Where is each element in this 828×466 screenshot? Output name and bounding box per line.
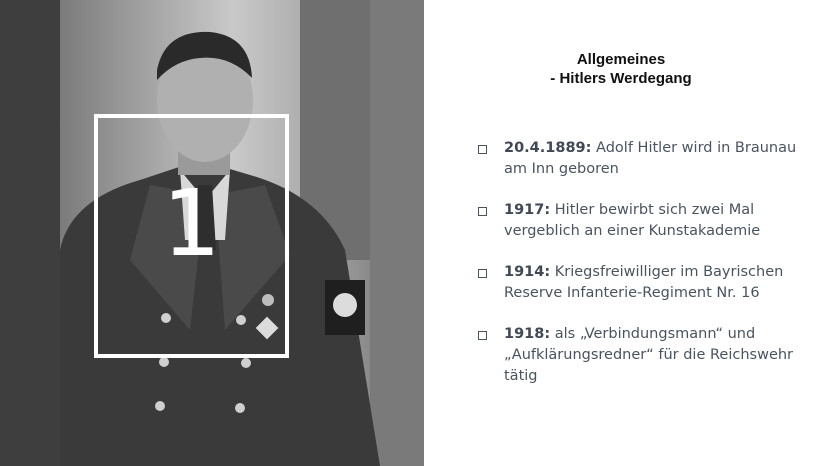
slide-title — [478, 50, 764, 88]
bullet-date: 1918: — [504, 326, 551, 342]
title-line-2: - Hitlers Werdegang — [550, 70, 692, 87]
bullet-date: 1914: — [504, 264, 551, 280]
square-bullet-icon — [478, 269, 487, 278]
bullet-item — [478, 200, 808, 242]
bullet-date: 1917: — [504, 202, 551, 218]
bullet-item — [478, 324, 808, 387]
bullet-text: Adolf Hitler wird in Braunau am Inn geboren — [504, 140, 797, 177]
bullet-text: als „Verbindungsmann“ und „Aufklärungsredner“ für die Reichswehr tätig — [504, 326, 794, 384]
bullet-date: 20.4.1889: — [504, 140, 592, 156]
bullet-list — [478, 138, 808, 387]
title-line-1: Allgemeines — [576, 51, 666, 68]
slide-number-frame — [94, 114, 289, 358]
slide-number: 1 — [162, 170, 221, 277]
bullet-text: Hitler bewirbt sich zwei Mal vergeblich an einer Kunstakademie — [504, 202, 761, 239]
bullet-text: Kriegsfreiwilliger im Bayrischen Reserve Infanterie-Regiment Nr. 16 — [504, 264, 784, 301]
bullet-item — [478, 138, 808, 180]
square-bullet-icon — [478, 331, 487, 340]
bullet-item — [478, 262, 808, 304]
square-bullet-icon — [478, 207, 487, 216]
square-bullet-icon — [478, 145, 487, 154]
